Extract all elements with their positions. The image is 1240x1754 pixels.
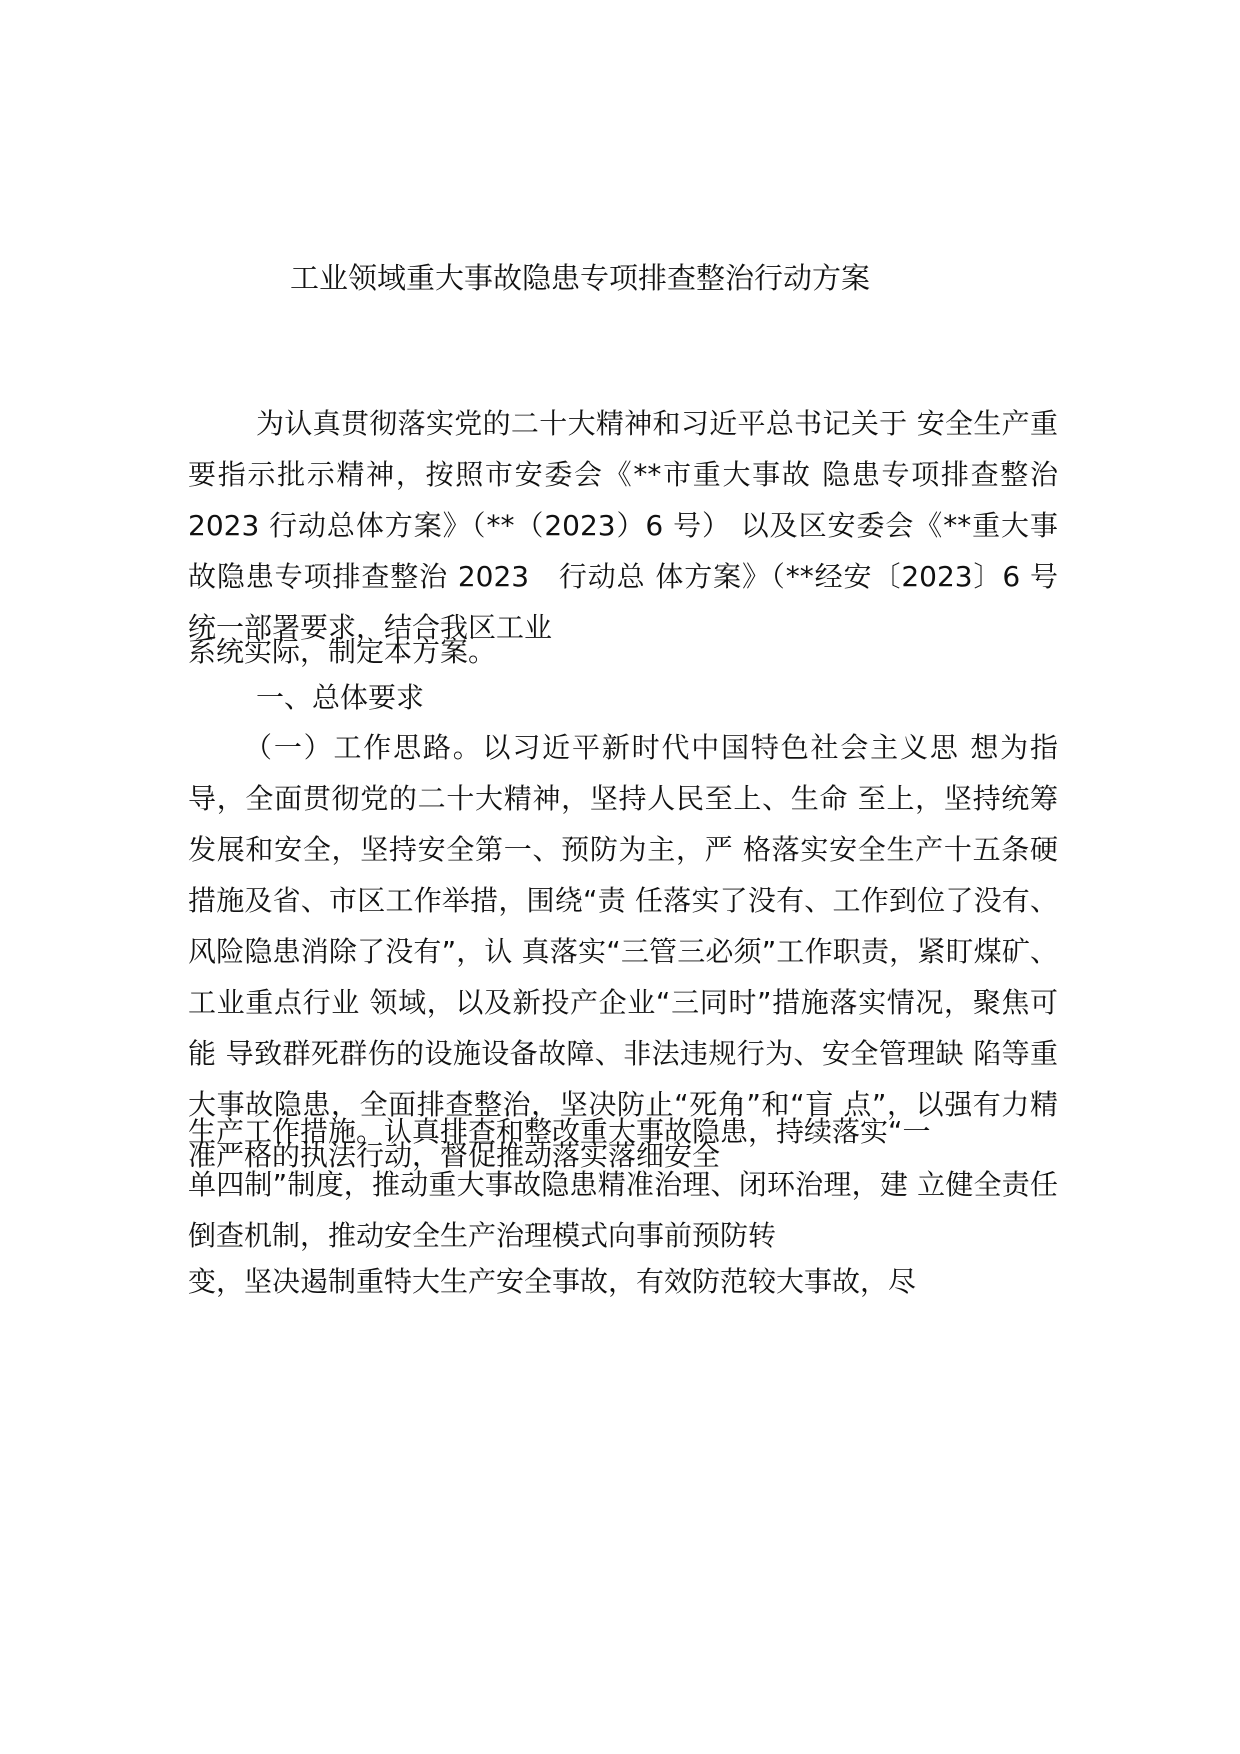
intro-continuation-line: 系统实际，制定本方案。 (188, 635, 497, 668)
body-line-production-measures: 生产工作措施。认真排查和整改重大事故隐患，持续落实“一 (188, 1115, 931, 1148)
body-line-prevent-accidents: 变，坚决遏制重特大生产安全事故，有效防范较大事故，尽 (188, 1265, 917, 1298)
intro-paragraph: 为认真贯彻落实党的二十大精神和习近平总书记关于 安全生产重要指示批示精神，按照市安委会《**市重大事故 隐患专项排查整治 2023 行动总体方案》（**（2023）6 号） 以及区安委会《**重大事故隐患专项排查整治 2023 行动总 体方案》（**经安〔2023〕6 号统一部署要求，结合我区工业 (188, 407, 1058, 644)
body-paragraph-system-rules: 单四制”制度，推动重大事故隐患精准治理、闭环治理，建 立健全责任倒查机制，推动安全生产治理模式向事前预防转 (188, 1168, 1058, 1252)
document-title: 工业领域重大事故隐患专项排查整治行动方案 (290, 261, 871, 295)
work-approach-paragraph: （一）工作思路。以习近平新时代中国特色社会主义思 想为指导，全面贯彻党的二十大精神，坚持人民至上、生命 至上，坚持统筹发展和安全，坚持安全第一、预防为主，严 格落实安全生产十五条硬措施及省、市区工作举措，围绕“责 任落实了没有、工作到位了没有、风险隐患消除了没有”，认 真落实“三管三必须”工作职责，紧盯煤矿、工业重点行业 领域，以及新投产企业“三同时”措施落实情况，聚焦可能 导致群死群伤的设施设备故障、非法违规行为、安全管理缺 陷等重大事故隐患，全面排查整治，坚决防止“死角”和“盲 点”，以强有力精准严格的执法行动，督促推动落实落细安全 (188, 731, 1058, 1172)
section-heading-general-requirements: 一、总体要求 (256, 681, 425, 714)
